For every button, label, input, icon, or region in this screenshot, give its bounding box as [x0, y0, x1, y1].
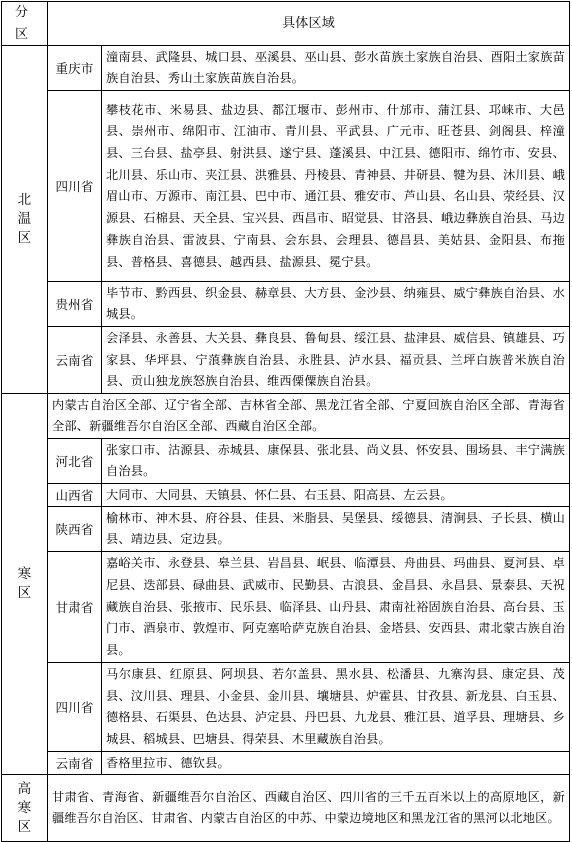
region-table [1, 1, 570, 842]
counties-cell: 马尔康县、红原县、阿坝县、若尔盖县、黑水县、松潘县、九寨沟县、康定县、茂县、汶川县、理县、小金县、金川县、壤塘县、炉霍县、甘孜县、新龙县、白玉县、德格县、石渠县、色达县、泸定县、丹巴县、九龙县、雅江县、道孚县、理塘县、乡城县、稻城县、巴塘县、得荣县、木里藏族自治县。 [102, 663, 570, 752]
zone-cell [2, 775, 48, 842]
province-cell: 陕西省 [48, 507, 102, 552]
table-row [2, 439, 570, 484]
table-row [2, 282, 570, 327]
table-row [2, 484, 570, 507]
province-cell: 云南省 [48, 752, 102, 775]
counties-cell: 攀枝花市、米易县、盐边县、都江堰市、彭州市、什邡市、蒲江县、邛崃市、大邑县、崇州市、绵阳市、江油市、青川县、平武县、广元市、旺苍县、剑阁县、梓潼县、三台县、盐亭县、射洪县、遂宁县、蓬溪县、中江县、德阳市、绵竹市、安县、北川县、乐山市、夹江县、洪雅县、丹棱县、青神县、井研县、犍为县、沐川县、峨眉山市、万源市、南江县、巴中市、通江县、雅安市、芦山县、名山县、荥经县、汉源县、石棉县、天全县、宝兴县、西昌市、昭觉县、甘洛县、峨边彝族自治县、马边彝族自治县、雷波县、宁南县、会东县、会理县、德昌县、美姑县、金阳县、布拖县、普格县、喜德县、越西县、盐源县、冕宁县。 [102, 91, 570, 282]
zone-cell [2, 394, 48, 775]
province-cell: 重庆市 [48, 46, 102, 91]
table-row [2, 394, 570, 439]
province-cell: 四川省 [48, 91, 102, 282]
counties-cell: 内蒙古自治区全部、辽宁省全部、吉林省全部、黑龙江省全部、宁夏回族自治区全部、青海省全部、新疆维吾尔自治区全部、西藏自治区全部。 [48, 394, 570, 439]
counties-cell: 张家口市、沽源县、赤城县、康保县、张北县、尚义县、怀安县、围场县、丰宁满族自治县。 [102, 439, 570, 484]
table-row [2, 46, 570, 91]
table-row [2, 775, 570, 842]
table-row [2, 507, 570, 552]
zone-label: 寒区 [17, 566, 32, 602]
counties-cell: 嘉峪关市、永登县、皋兰县、岩昌县、岷县、临潭县、舟曲县、玛曲县、夏河县、卓尼县、迭部县、碌曲县、武威市、民勤县、古浪县、金昌县、永昌县、景泰县、天祝藏族自治县、张掖市、民乐县、临泽县、山丹县、肃南社裕固族自治县、高台县、玉门市、酒泉市、敦煌市、阿克塞哈萨克族自治县、金塔县、安西县、肃北蒙古族自治县。 [102, 552, 570, 663]
province-cell: 山西省 [48, 484, 102, 507]
counties-cell: 甘肃省、青海省、新疆维吾尔自治区、西藏自治区、四川省的三千五百米以上的高原地区，新疆维吾尔自治区、甘肃省、内蒙古自治区的中苏、中蒙边境地区和黑龙江省的黑河以北地区。 [48, 775, 570, 842]
counties-cell: 潼南县、武隆县、城口县、巫溪县、巫山县、彭水苗族土家族自治县、酉阳土家族苗族自治县、秀山土家族苗族自治县。 [102, 46, 570, 91]
counties-cell: 毕节市、黔西县、织金县、赫章县、大方县、金沙县、纳雍县、威宁彝族自治县、水城县。 [102, 282, 570, 327]
zone-label: 北温区 [17, 192, 32, 247]
table-row [2, 91, 570, 282]
province-cell: 河北省 [48, 439, 102, 484]
zone-cell [2, 46, 48, 394]
counties-cell: 榆林市、神木县、府谷县、佳县、米脂县、吴堡县、绥德县、清涧县、子长县、横山县、靖边县、定边县。 [102, 507, 570, 552]
province-cell: 云南省 [48, 327, 102, 394]
counties-cell: 会泽县、永善县、大关县、彝良县、鲁甸县、绥江县、盐津县、威信县、镇雄县、巧家县、华坪县、宁蒗彝族自治县、永胜县、泸水县、福贡县、兰坪白族普米族自治县、贡山独龙族怒族自治县、维西傈僳族自治县。 [102, 327, 570, 394]
table-row [2, 327, 570, 394]
zone-label: 高寒区 [17, 780, 32, 835]
table-header-row [2, 2, 570, 46]
table-row [2, 552, 570, 663]
counties-cell: 香格里拉市、德钦县。 [102, 752, 570, 775]
zone-column-header: 分 区 [2, 2, 48, 46]
province-cell: 甘肃省 [48, 552, 102, 663]
table-row [2, 663, 570, 752]
counties-cell: 大同市、大同县、天镇县、怀仁县、右玉县、阳高县、左云县。 [102, 484, 570, 507]
table-row [2, 752, 570, 775]
area-column-header: 具体区域 [48, 2, 570, 46]
province-cell: 贵州省 [48, 282, 102, 327]
province-cell: 四川省 [48, 663, 102, 752]
